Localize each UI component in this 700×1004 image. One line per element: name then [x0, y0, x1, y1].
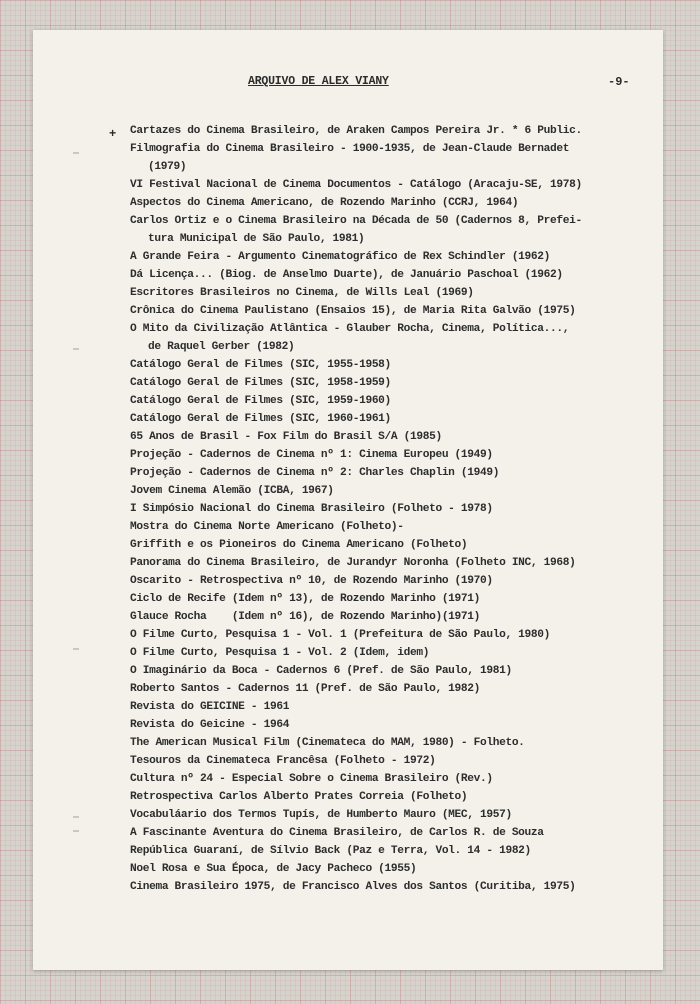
list-item: [130, 212, 655, 248]
list-item: [130, 806, 655, 824]
entry-text: Projeção - Cadernos de Cinema nº 1: Cinema Europeu (1949): [130, 449, 493, 461]
list-item: [130, 266, 655, 284]
list-item: [130, 572, 655, 590]
margin-tick: [73, 152, 79, 154]
list-item: [130, 842, 655, 860]
list-item: [130, 302, 655, 320]
entry-text: I Simpósio Nacional do Cinema Brasileiro (Folheto - 1978): [130, 503, 493, 515]
list-item: [130, 248, 655, 266]
list-item: [130, 770, 655, 788]
entry-text: O Filme Curto, Pesquisa 1 - Vol. 1 (Prefeitura de São Paulo, 1980): [130, 629, 550, 641]
entry-text: Filmografia do Cinema Brasileiro - 1900-1935, de Jean-Claude Bernadet: [130, 143, 570, 155]
list-item: [130, 860, 655, 878]
list-item: [130, 464, 655, 482]
entry-text: Mostra do Cinema Norte Americano (Folheto)-: [130, 521, 404, 533]
entry-text: Catálogo Geral de Filmes (SIC, 1960-1961): [130, 413, 391, 425]
entry-text: Retrospectiva Carlos Alberto Prates Correia (Folheto): [130, 791, 468, 803]
list-item: [130, 716, 655, 734]
entry-text: Roberto Santos - Cadernos 11 (Pref. de São Paulo, 1982): [130, 683, 480, 695]
margin-tick: [73, 830, 79, 832]
document-page: [33, 30, 663, 970]
entry-text: O Filme Curto, Pesquisa 1 - Vol. 2 (Idem, idem): [130, 647, 430, 659]
list-item: [130, 122, 655, 140]
entry-text: Dá Licença... (Biog. de Anselmo Duarte), de Januário Paschoal (1962): [130, 269, 563, 281]
entry-text: Griffith e os Pioneiros do Cinema Americano (Folheto): [130, 539, 468, 551]
list-item: [130, 194, 655, 212]
margin-tick: [73, 816, 79, 818]
entry-text: A Fascinante Aventura do Cinema Brasileiro, de Carlos R. de Souza: [130, 827, 544, 839]
entry-text: Vocabuláario dos Termos Tupís, de Humberto Mauro (MEC, 1957): [130, 809, 512, 821]
list-item: [130, 878, 655, 896]
entry-text: Escritores Brasileiros no Cinema, de Wills Leal (1969): [130, 287, 474, 299]
entry-text: Cultura nº 24 - Especial Sobre o Cinema Brasileiro (Rev.): [130, 773, 493, 785]
list-item: [130, 536, 655, 554]
entry-text: Catálogo Geral de Filmes (SIC, 1959-1960): [130, 395, 391, 407]
entry-text: Glauce Rocha (Idem nº 16), de Rozendo Marinho)(1971): [130, 611, 480, 623]
list-item: [130, 410, 655, 428]
entry-text: VI Festival Nacional de Cinema Documentos - Catálogo (Aracaju-SE, 1978): [130, 179, 582, 191]
entry-text: República Guaraní, de Sílvio Back (Paz e Terra, Vol. 14 - 1982): [130, 845, 531, 857]
entry-text: Tesouros da Cinemateca Francêsa (Folheto - 1972): [130, 755, 436, 767]
page-title: ARQUIVO DE ALEX VIANY: [248, 75, 389, 88]
entry-text: Catálogo Geral de Filmes (SIC, 1958-1959): [130, 377, 391, 389]
entry-text: Ciclo de Recife (Idem nº 13), de Rozendo Marinho (1971): [130, 593, 480, 605]
list-item: [130, 374, 655, 392]
entry-text: Noel Rosa e Sua Época, de Jacy Pacheco (1955): [130, 863, 417, 875]
list-item: [130, 698, 655, 716]
list-item: [130, 356, 655, 374]
entry-text: Panorama do Cinema Brasileiro, de Jurandyr Noronha (Folheto INC, 1968): [130, 557, 576, 569]
list-item: [130, 590, 655, 608]
list-item: [130, 554, 655, 572]
entry-text: 65 Anos de Brasil - Fox Film do Brasil S/A (1985): [130, 431, 442, 443]
entry-text: O Mito da Civilização Atlântica - Glauber Rocha, Cinema, Política...,: [130, 323, 570, 335]
entry-text: O Imaginário da Boca - Cadernos 6 (Pref. de São Paulo, 1981): [130, 665, 512, 677]
entry-continuation: tura Municipal de São Paulo, 1981): [148, 233, 365, 245]
entry-text: A Grande Feira - Argumento Cinematográfico de Rex Schindler (1962): [130, 251, 550, 263]
entry-continuation: (1979): [148, 161, 187, 173]
list-item: [130, 176, 655, 194]
entry-text: Cartazes do Cinema Brasileiro, de Araken Campos Pereira Jr. * 6 Public.: [130, 125, 582, 137]
entry-text: Projeção - Cadernos de Cinema nº 2: Charles Chaplin (1949): [130, 467, 500, 479]
margin-mark: +: [109, 127, 117, 141]
entry-text: Aspectos do Cinema Americano, de Rozendo Marinho (CCRJ, 1964): [130, 197, 519, 209]
page-number: -9-: [608, 75, 630, 89]
list-item: [130, 824, 655, 842]
list-item: [130, 644, 655, 662]
list-item: [130, 518, 655, 536]
list-item: [130, 608, 655, 626]
entry-text: Cinema Brasileiro 1975, de Francisco Alves dos Santos (Curitiba, 1975): [130, 881, 576, 893]
list-item: [130, 662, 655, 680]
list-item: [130, 752, 655, 770]
list-item: [130, 626, 655, 644]
list-item: [130, 500, 655, 518]
list-item: [130, 734, 655, 752]
list-item: [130, 680, 655, 698]
entry-text: Oscarito - Retrospectiva nº 10, de Rozendo Marinho (1970): [130, 575, 493, 587]
entry-text: Revista do Geicine - 1964: [130, 719, 290, 731]
entry-text: Jovem Cinema Alemão (ICBA, 1967): [130, 485, 334, 497]
list-item: [130, 428, 655, 446]
bibliography-list: [130, 122, 655, 896]
list-item: [130, 446, 655, 464]
entry-text: Carlos Ortiz e o Cinema Brasileiro na Década de 50 (Cadernos 8, Prefei-: [130, 215, 582, 227]
list-item: [130, 320, 655, 356]
entry-text: Crônica do Cinema Paulistano (Ensaios 15), de Maria Rita Galvão (1975): [130, 305, 576, 317]
margin-tick: [73, 648, 79, 650]
list-item: [130, 140, 655, 176]
entry-text: Catálogo Geral de Filmes (SIC, 1955-1958): [130, 359, 391, 371]
list-item: [130, 392, 655, 410]
list-item: [130, 788, 655, 806]
entry-text: The American Musical Film (Cinemateca do MAM, 1980) - Folheto.: [130, 737, 525, 749]
list-item: [130, 482, 655, 500]
list-item: [130, 284, 655, 302]
entry-continuation: de Raquel Gerber (1982): [148, 341, 295, 353]
margin-tick: [73, 348, 79, 350]
entry-text: Revista do GEICINE - 1961: [130, 701, 290, 713]
